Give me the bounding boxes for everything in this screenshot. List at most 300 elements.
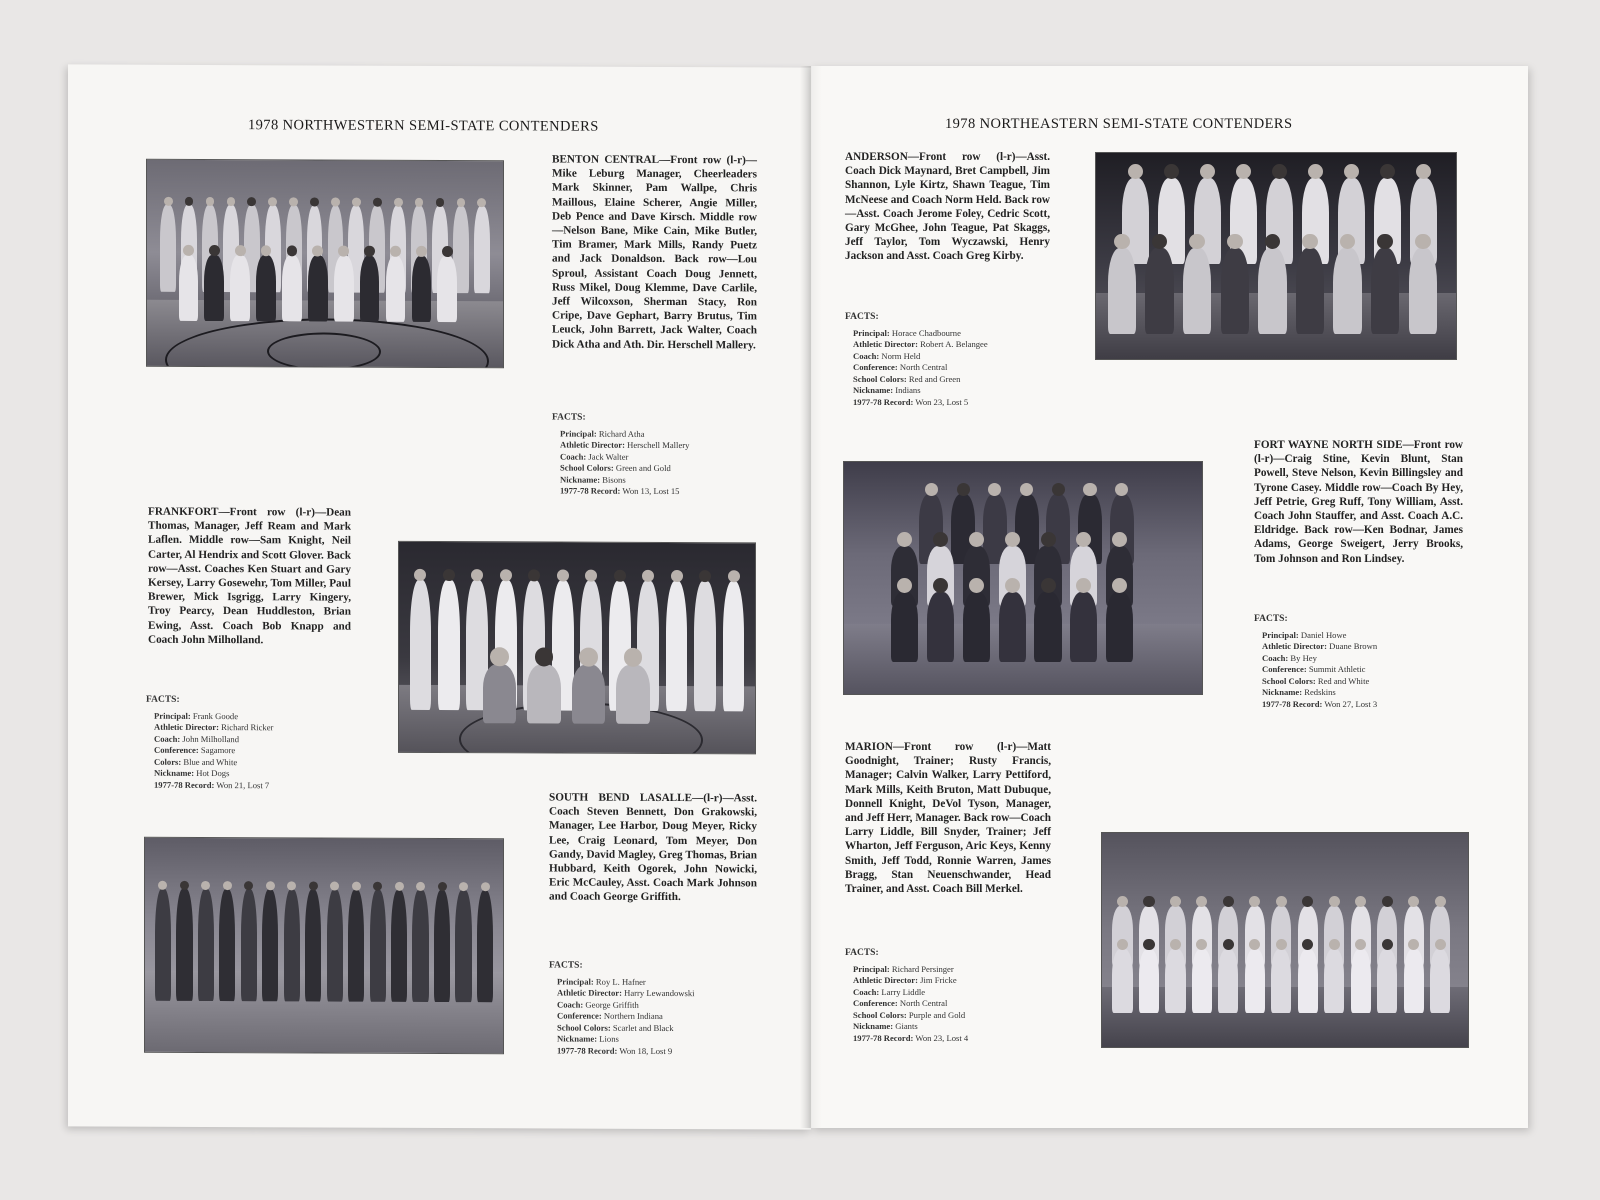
player-head xyxy=(557,570,569,582)
player-head xyxy=(1223,939,1234,950)
player-head xyxy=(1344,164,1359,179)
player-figure xyxy=(348,890,364,1001)
player-head xyxy=(500,569,512,581)
player-head xyxy=(414,569,426,581)
fact-value: Summit Athletic xyxy=(1308,664,1366,674)
player-head xyxy=(436,198,445,207)
player-head xyxy=(1380,164,1395,179)
fact-value: Duane Brown xyxy=(1329,641,1378,651)
player-head xyxy=(1308,164,1323,179)
fact-value: Larry Liddle xyxy=(881,986,926,997)
fact-key: 1977-78 Record: xyxy=(853,1032,914,1043)
player-figure xyxy=(616,665,650,724)
player-head xyxy=(1143,896,1154,907)
fact-value: Jack Walter xyxy=(588,451,629,462)
player-figure xyxy=(219,889,235,1000)
page-title: 1978 NORTHWESTERN SEMI-STATE CONTENDERS xyxy=(248,117,599,135)
player-figure xyxy=(308,255,328,321)
player-figure xyxy=(412,256,432,322)
fact-row xyxy=(845,374,988,386)
fact-row xyxy=(845,328,988,340)
facts-header: FACTS: xyxy=(1254,614,1288,624)
fact-key: Principal: xyxy=(853,327,890,338)
player-figure xyxy=(474,206,490,293)
player-head xyxy=(624,648,643,667)
fact-row xyxy=(1254,653,1377,665)
player-figure xyxy=(1112,949,1132,1013)
fact-row xyxy=(1254,641,1377,653)
fact-value: Blue and White xyxy=(183,756,238,767)
player-head xyxy=(1355,939,1366,950)
fact-value: Won 21, Lost 7 xyxy=(216,779,270,790)
fact-row xyxy=(552,428,689,440)
fact-key: 1977-78 Record: xyxy=(1262,698,1323,709)
fact-row xyxy=(549,987,695,999)
fact-key: Athletic Director: xyxy=(557,987,622,998)
player-head xyxy=(287,245,298,256)
player-head xyxy=(1041,532,1056,547)
player-head xyxy=(395,882,404,891)
fact-row xyxy=(146,768,273,780)
player-figure xyxy=(1430,949,1450,1013)
player-head xyxy=(442,246,453,257)
fact-row xyxy=(549,1022,695,1034)
player-figure xyxy=(1139,949,1159,1013)
player-head xyxy=(481,882,490,891)
fact-key: School Colors: xyxy=(1262,675,1316,686)
fact-key: Principal: xyxy=(1262,629,1299,640)
fact-key: Principal: xyxy=(853,963,890,974)
fact-row xyxy=(845,964,968,976)
player-head xyxy=(699,570,711,582)
caption-marion: MARION—Front row (l-r)—Matt Goodnight, Trainer; Rusty Francis, Manager; Calvin Walker, Larry Pettiford, Mark Mills, Keith Bruton, Matt Dubuque, Donnell Knight, DeVol Tyson, Manager, and Jeff Herr, Manager. Back row—Coach Larry Liddle, Bill Snyder, Trainer; Jeff Wharton, Jeff Ferguson, Aric Keys, Kenny Smith, Jeff Todd, Ronnie Warren, James Bragg, Stan Neuenschwander, Head Trainer, and Asst. Coach Bill Merkel. xyxy=(845,741,1051,896)
fact-row xyxy=(146,756,273,768)
fact-value: Hot Dogs xyxy=(196,767,230,779)
fact-key: Conference: xyxy=(557,1010,602,1021)
fact-key: Principal: xyxy=(154,710,191,721)
player-head xyxy=(1276,896,1287,907)
fact-key: Coach: xyxy=(557,999,584,1010)
player-head xyxy=(1329,939,1340,950)
fact-value: Won 23, Lost 5 xyxy=(915,396,969,407)
player-head xyxy=(373,198,382,207)
fact-key: School Colors: xyxy=(557,1022,611,1033)
fact-value: Sagamore xyxy=(200,744,236,756)
player-head xyxy=(1128,164,1143,179)
fact-value: Richard Ricker xyxy=(221,722,274,733)
fact-key: 1977-78 Record: xyxy=(560,485,621,496)
fact-key: School Colors: xyxy=(560,462,614,473)
player-head xyxy=(1143,939,1154,950)
caption-benton: BENTON CENTRAL—Front row (l-r)—Mike Leburg Manager, Cheerleaders Mark Skinner, Pam Wallpe, Chris Maillous, Elaine Scherer, Angie Miller, Deb Pence and Dave Kirsch. Middle row—Nelson Bane, Mike Cain, Mike Butler, Tim Bramer, Mark Mills, Randy Puetz and Jack Donaldson. Back row—Lou Sproul, Assistant Coach Doug Jennett, Russ Mikel, Doug Klemme, Dave Carlile, Jeff Wilcoxson, Sherman Stacy, Ron Cripe, Dave Gephart, Barry Brutus, Tim Leuck, John Barrett, Jack Walter, Coach Dick Atha and Ath. Dir. Herschell Mallery. xyxy=(552,153,757,352)
player-figure xyxy=(1183,248,1212,335)
fact-row xyxy=(845,998,968,1010)
player-head xyxy=(1227,234,1243,250)
fact-value: Scarlet and Black xyxy=(612,1022,674,1033)
fact-value: Red and Green xyxy=(908,373,961,384)
player-figure xyxy=(1165,949,1185,1013)
facts-header: FACTS: xyxy=(845,312,879,322)
fact-row xyxy=(1254,687,1377,699)
fact-key: Nickname: xyxy=(853,385,894,395)
player-head xyxy=(1249,896,1260,907)
player-head xyxy=(897,532,912,547)
fact-value: Harry Lewandowski xyxy=(624,987,695,999)
fact-row xyxy=(845,351,988,363)
player-head xyxy=(535,647,554,666)
player-figure xyxy=(455,890,471,1001)
facts-anderson xyxy=(845,312,988,408)
fact-key: Nickname: xyxy=(154,767,195,778)
player-head xyxy=(969,532,984,547)
player-head xyxy=(1223,896,1234,907)
player-figure xyxy=(360,255,380,321)
team-photo-benton xyxy=(146,159,504,369)
player-head xyxy=(1083,483,1096,496)
caption-lasalle: SOUTH BEND LASALLE—(l-r)—Asst. Coach Steven Bennett, Don Grakowski, Manager, Lee Harbor, Doug Meyer, Ricky Lee, Craig Leonard, Tom Meyer, Don Gandy, David Magley, Greg Thomas, Brian Hubbard, Keith Ogorek, John Nowicki, Eric McCauley, Asst. Coach Mark Johnson and Coach George Griffith. xyxy=(549,791,757,904)
player-head xyxy=(1005,532,1020,547)
fact-key: Coach: xyxy=(853,986,880,997)
player-figure xyxy=(412,890,428,1001)
player-head xyxy=(330,882,339,891)
player-head xyxy=(1249,939,1260,950)
fact-key: Nickname: xyxy=(557,1033,598,1044)
fact-key: Conference: xyxy=(853,998,898,1008)
player-figure xyxy=(1218,949,1238,1013)
player-figure xyxy=(527,664,561,723)
fact-key: 1977-78 Record: xyxy=(154,779,215,790)
player-figure xyxy=(204,255,224,321)
player-figure xyxy=(999,592,1026,662)
fact-row xyxy=(146,710,273,722)
player-head xyxy=(1302,234,1318,250)
player-head xyxy=(1276,939,1287,950)
player-head xyxy=(585,570,597,582)
player-figure xyxy=(694,581,716,711)
player-figure xyxy=(155,889,171,1000)
player-head xyxy=(201,881,210,890)
fact-value: Daniel Howe xyxy=(1300,629,1347,640)
player-figure xyxy=(1034,592,1061,662)
player-figure xyxy=(477,891,493,1002)
player-head xyxy=(957,483,970,496)
player-head xyxy=(642,570,654,582)
fact-row xyxy=(845,385,988,397)
player-figure xyxy=(160,205,176,292)
page-title: 1978 NORTHEASTERN SEMI-STATE CONTENDERS xyxy=(945,116,1293,132)
fact-row xyxy=(549,976,695,988)
player-head xyxy=(490,647,509,666)
fact-row xyxy=(549,999,695,1011)
player-figure xyxy=(1192,949,1212,1013)
player-figure xyxy=(1371,248,1400,335)
team-photo-marion xyxy=(1101,832,1469,1048)
player-figure xyxy=(1145,248,1174,335)
fact-value: Jim Fricke xyxy=(920,975,957,985)
facts-northside xyxy=(1254,614,1377,710)
fact-key: Conference: xyxy=(154,744,199,755)
player-figure xyxy=(386,256,406,322)
player-head xyxy=(209,245,220,256)
player-head xyxy=(1200,164,1215,179)
player-figure xyxy=(723,581,745,711)
fact-key: Conference: xyxy=(853,362,898,372)
fact-row xyxy=(845,987,968,999)
facts-frankfort xyxy=(146,695,273,792)
player-head xyxy=(671,570,683,582)
player-figure xyxy=(1296,248,1325,335)
right-page xyxy=(811,66,1528,1128)
player-head xyxy=(394,198,403,207)
player-figure xyxy=(1271,949,1291,1013)
fact-row xyxy=(549,1033,695,1045)
facts-header: FACTS: xyxy=(552,412,586,423)
player-figure xyxy=(1108,248,1137,335)
player-head xyxy=(1114,234,1130,250)
player-figure xyxy=(438,580,460,710)
fact-row xyxy=(1254,630,1377,642)
player-head xyxy=(415,198,424,207)
fact-value: Won 23, Lost 4 xyxy=(915,1032,969,1043)
player-head xyxy=(183,245,194,256)
fact-row xyxy=(845,397,988,409)
player-figure xyxy=(282,255,302,321)
player-head xyxy=(438,882,447,891)
fact-value: Won 27, Lost 3 xyxy=(1324,698,1378,709)
facts-marion xyxy=(845,948,968,1044)
facts-lasalle xyxy=(549,960,695,1057)
fact-value: By Hey xyxy=(1290,652,1317,663)
fact-key: Coach: xyxy=(560,451,587,462)
fact-key: Athletic Director: xyxy=(853,975,918,985)
player-head xyxy=(471,569,483,581)
player-head xyxy=(1329,896,1340,907)
fact-value: Robert A. Belangee xyxy=(920,339,988,349)
player-figure xyxy=(1377,949,1397,1013)
player-head xyxy=(309,882,318,891)
player-head xyxy=(1416,164,1431,179)
fact-value: North Central xyxy=(899,362,948,372)
player-figure xyxy=(370,890,386,1001)
caption-anderson: ANDERSON—Front row (l-r)—Asst. Coach Dick Maynard, Bret Campbell, Jim Shannon, Lyle Kirtz, Shawn Teague, Tim McNeese and Coach Norm Held. Back row—Asst. Coach Jerome Foley, Cedric Scott, Gary McGhee, John Teague, Pat Skaggs, Jeff Taylor, Tom Wyczawski, Henry Jackson and Asst. Coach Greg Kirby. xyxy=(845,151,1050,263)
player-head xyxy=(1020,483,1033,496)
player-head xyxy=(244,881,253,890)
fact-value: Giants xyxy=(895,1021,918,1031)
team-photo-anderson xyxy=(1095,152,1457,360)
fact-row xyxy=(552,462,689,474)
player-head xyxy=(338,246,349,257)
player-figure xyxy=(666,581,688,711)
fact-row xyxy=(146,733,273,745)
player-figure xyxy=(230,255,250,321)
fact-key: 1977-78 Record: xyxy=(557,1045,618,1056)
fact-value: Won 18, Lost 9 xyxy=(619,1045,673,1056)
player-figure xyxy=(1258,248,1287,335)
player-figure xyxy=(891,592,918,662)
player-figure xyxy=(1333,248,1362,335)
player-head xyxy=(266,882,275,891)
fact-row xyxy=(552,474,689,486)
fact-row xyxy=(1254,664,1377,676)
facts-benton xyxy=(552,412,689,497)
fact-row xyxy=(845,1033,968,1045)
facts-header: FACTS: xyxy=(549,960,583,971)
player-head xyxy=(1236,164,1251,179)
player-figure xyxy=(434,890,450,1001)
fact-row xyxy=(845,975,968,987)
player-head xyxy=(1408,896,1419,907)
fact-key: Colors: xyxy=(154,756,182,767)
booklet-spread xyxy=(68,66,1528,1128)
player-figure xyxy=(391,890,407,1001)
player-head xyxy=(1164,164,1179,179)
player-head xyxy=(223,881,232,890)
fact-key: Nickname: xyxy=(1262,687,1303,697)
player-head xyxy=(390,246,401,257)
player-figure xyxy=(198,889,214,1000)
player-figure xyxy=(1409,248,1438,335)
player-head xyxy=(1170,939,1181,950)
player-head xyxy=(1117,939,1128,950)
team-photo-lasalle xyxy=(144,837,504,1055)
player-figure xyxy=(284,890,300,1001)
player-head xyxy=(1435,896,1446,907)
fact-row xyxy=(146,722,273,734)
fact-value: Purple and Gold xyxy=(908,1009,966,1020)
player-figure xyxy=(256,255,276,321)
player-head xyxy=(158,881,167,890)
fact-key: Principal: xyxy=(557,976,594,987)
player-figure xyxy=(262,890,278,1001)
fact-key: 1977-78 Record: xyxy=(853,396,914,407)
player-head xyxy=(235,245,246,256)
fact-value: Norm Held xyxy=(881,350,921,361)
player-figure xyxy=(410,580,432,710)
player-head xyxy=(287,882,296,891)
fact-value: John Milholland xyxy=(182,733,239,744)
fact-row xyxy=(552,451,689,463)
player-figure xyxy=(927,592,954,662)
team-photo-northside xyxy=(843,461,1203,695)
fact-key: Coach: xyxy=(1262,652,1289,663)
player-head xyxy=(728,570,740,582)
fact-key: Nickname: xyxy=(560,474,601,485)
fact-row xyxy=(1254,699,1377,711)
fact-row xyxy=(146,745,273,757)
player-head xyxy=(1382,896,1393,907)
fact-key: School Colors: xyxy=(853,373,907,384)
player-figure xyxy=(1245,949,1265,1013)
fact-value: Redskins xyxy=(1304,687,1336,697)
fact-key: Nickname: xyxy=(853,1021,894,1031)
player-figure xyxy=(176,889,192,1000)
fact-key: Coach: xyxy=(853,350,880,361)
fact-key: Athletic Director: xyxy=(1262,641,1327,651)
player-figure xyxy=(483,664,517,723)
player-head xyxy=(579,648,598,667)
player-head xyxy=(1382,939,1393,950)
fact-value: Roy L. Hafner xyxy=(595,976,646,987)
fact-value: Won 13, Lost 15 xyxy=(622,485,680,497)
player-head xyxy=(310,198,319,207)
fact-value: North Central xyxy=(899,998,948,1008)
player-head xyxy=(331,198,340,207)
player-figure xyxy=(1324,949,1344,1013)
player-figure xyxy=(437,256,457,322)
player-head xyxy=(933,532,948,547)
player-head xyxy=(364,246,375,257)
player-figure xyxy=(334,255,354,321)
player-figure xyxy=(1106,592,1133,662)
player-head xyxy=(1355,896,1366,907)
fact-value: Bisons xyxy=(602,474,626,485)
fact-row xyxy=(549,1010,695,1022)
fact-value: Green and Gold xyxy=(615,462,671,474)
player-figure xyxy=(963,592,990,662)
player-head xyxy=(925,483,938,496)
fact-key: Athletic Director: xyxy=(853,339,918,349)
fact-key: School Colors: xyxy=(853,1009,907,1020)
fact-key: Athletic Director: xyxy=(154,721,219,733)
fact-value: Red and White xyxy=(1317,675,1370,686)
player-figure xyxy=(1298,949,1318,1013)
fact-row xyxy=(552,485,689,497)
player-head xyxy=(352,198,361,207)
player-head xyxy=(1196,896,1207,907)
facts-header: FACTS: xyxy=(845,948,879,958)
player-head xyxy=(1408,939,1419,950)
player-head xyxy=(164,197,173,206)
fact-value: Lions xyxy=(599,1033,619,1044)
player-head xyxy=(373,882,382,891)
player-head xyxy=(1170,896,1181,907)
fact-row xyxy=(1254,676,1377,688)
player-figure xyxy=(1351,949,1371,1013)
team-photo-frankfort xyxy=(398,541,756,755)
fact-value: Horace Chadbourne xyxy=(891,327,961,338)
player-head xyxy=(1272,164,1287,179)
fact-value: George Griffith xyxy=(585,999,639,1010)
player-figure xyxy=(327,890,343,1001)
player-head xyxy=(185,197,194,206)
facts-header: FACTS: xyxy=(146,694,180,705)
fact-key: Conference: xyxy=(1262,664,1307,674)
caption-northside: FORT WAYNE NORTH SIDE—Front row (l-r)—Craig Stine, Kevin Blunt, Stan Powell, Steve Nelson, Kevin Billingsley and Tyrone Casey. Middle row—Coach By Hey, Jeff Petrie, Greg Ruff, Tony William, Asst. Coach John Stauffer, and Asst. Coach A.C. Eldridge. Back row—Ken Bodnar, James Adams, George Sweigert, Jerry Brooks, Tom Johnson and Ron Lindsey. xyxy=(1254,439,1463,565)
fact-row xyxy=(552,439,689,451)
fact-key: Athletic Director: xyxy=(560,439,625,450)
player-head xyxy=(1117,896,1128,907)
player-figure xyxy=(305,890,321,1001)
player-head xyxy=(1041,578,1056,593)
player-figure xyxy=(1404,949,1424,1013)
fact-row xyxy=(845,1010,968,1022)
fact-key: Principal: xyxy=(560,428,597,439)
player-head xyxy=(614,570,626,582)
player-figure xyxy=(1070,592,1097,662)
player-head xyxy=(1435,939,1446,950)
player-head xyxy=(416,246,427,257)
caption-frankfort: FRANKFORT—Front row (l-r)—Dean Thomas, Manager, Jeff Ream and Mark Laflen. Middle row—Sam Knight, Neil Carter, Al Hendrix and Scott Glover. Back row—Asst. Coaches Ken Stuart and Gary Kersey, Larry Gosewehr, Tom Miller, Paul Brewer, Mick Isgrigg, Larry Kingery, Troy Pearcy, Dean Huddleston, Brian Ewing, Asst. Coach Bob Knapp and Coach John Milholland. xyxy=(148,505,351,647)
fact-value: Richard Atha xyxy=(598,428,645,439)
left-page xyxy=(68,64,811,1129)
fact-value: Herschell Mallery xyxy=(627,439,690,451)
fact-row xyxy=(845,339,988,351)
player-head xyxy=(1302,939,1313,950)
player-head xyxy=(1302,896,1313,907)
player-head xyxy=(352,882,361,891)
player-head xyxy=(443,569,455,581)
fact-row xyxy=(845,362,988,374)
